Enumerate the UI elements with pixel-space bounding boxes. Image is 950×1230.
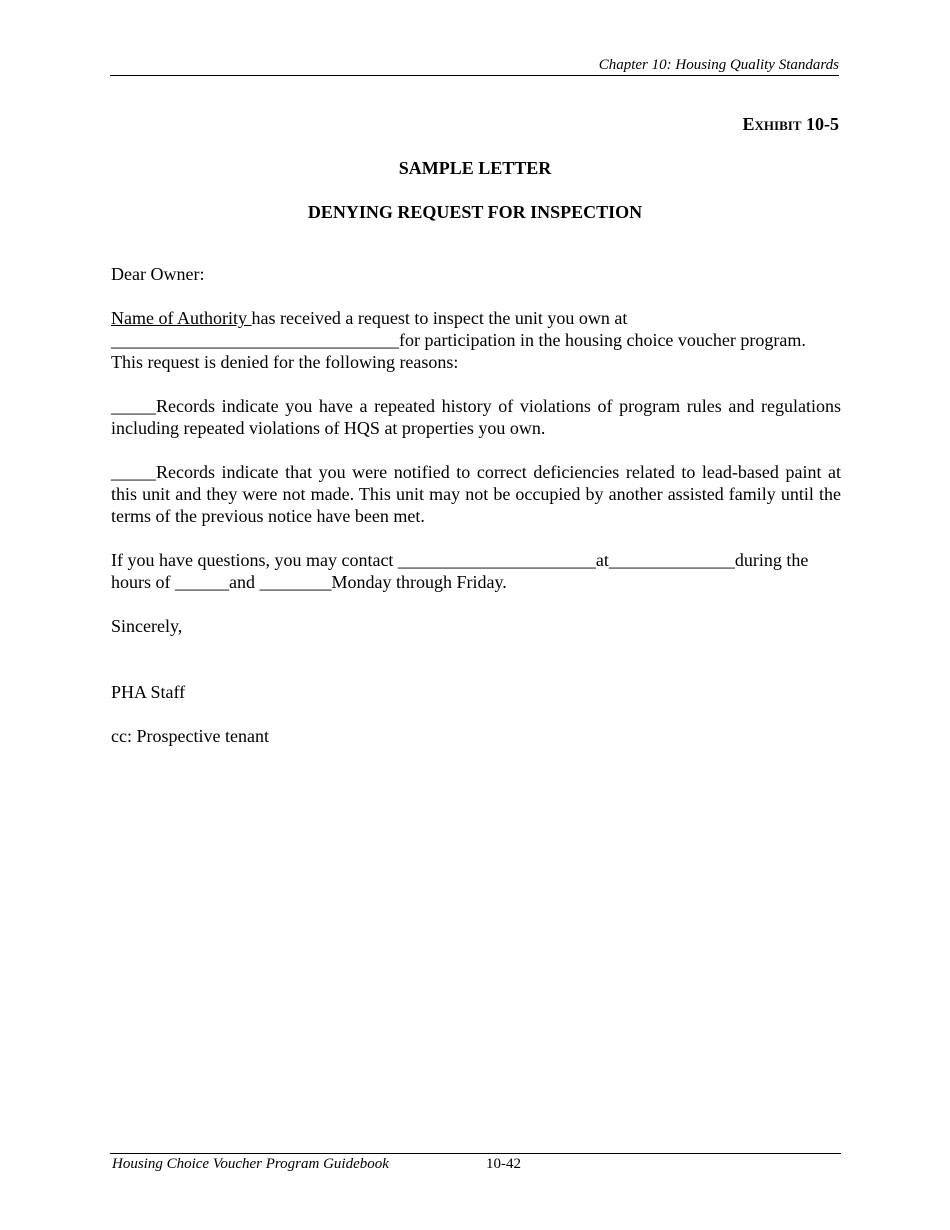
cc-line: cc: Prospective tenant — [111, 726, 269, 746]
intro-line-1 — [111, 307, 841, 329]
footer-title: Housing Choice Voucher Program Guidebook — [112, 1156, 389, 1172]
footer-rule — [110, 1153, 841, 1154]
contact-paragraph — [111, 549, 841, 593]
contact-line-1: If you have questions, you may contact ______________________at______________during the — [111, 550, 809, 570]
intro-paragraph — [111, 307, 841, 374]
intro-line-1-text: has received a request to inspect the unit you own at — [251, 308, 628, 328]
intro-line-3: This request is denied for the following reasons: — [111, 352, 459, 373]
reason-lead-paint: _____Records indicate that you were notified to correct deficiencies related to lead-based paint at this unit and they were not made. This unit may not be occupied by another assisted family until the terms of the previous notice have been met. — [111, 462, 841, 527]
address-blank: ________________________________ — [111, 330, 399, 351]
signature: PHA Staff — [111, 682, 186, 702]
running-header: Chapter 10: Housing Quality Standards — [598, 57, 839, 73]
intro-line-2-text: for participation in the housing choice voucher program. — [399, 330, 806, 351]
salutation: Dear Owner: — [111, 264, 205, 284]
closing: Sincerely, — [111, 616, 183, 636]
authority-name-field: Name of Authority — [111, 308, 252, 328]
intro-line-2 — [111, 329, 841, 351]
contact-line-2: hours of ______and ________Monday through Friday. — [111, 572, 507, 593]
exhibit-label: Exhibit 10-5 — [742, 114, 839, 134]
header-rule — [110, 75, 839, 76]
letter-title: SAMPLE LETTER — [398, 158, 552, 178]
letter-subtitle: DENYING REQUEST FOR INSPECTION — [307, 202, 643, 222]
reason-history-violations: _____Records indicate you have a repeated history of violations of program rules and regulations including repeated violations of HQS at properties you own. — [111, 396, 841, 439]
page-number: 10-42 — [486, 1156, 521, 1172]
